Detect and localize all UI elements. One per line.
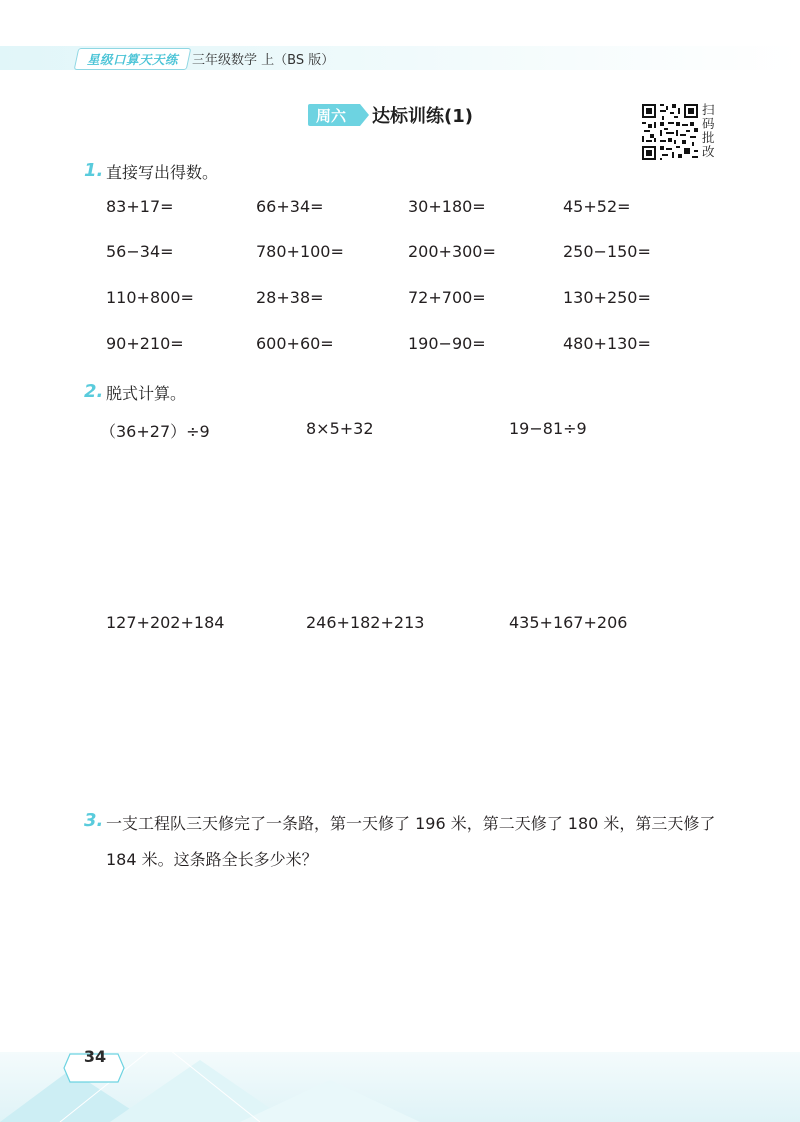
calc-item: 110+800= (106, 288, 194, 307)
section-2-title: 脱式计算。 (106, 384, 187, 403)
step-calc-item: （36+27）÷9 (100, 422, 210, 441)
page-number: 34 (83, 1046, 107, 1066)
step-calc-item: 19−81÷9 (509, 419, 587, 438)
brand-name: 星级口算天天练 (87, 52, 179, 67)
calc-item: 30+180= (408, 197, 486, 216)
section-2-number: 2. (84, 381, 104, 402)
calc-item: 45+52= (563, 197, 631, 216)
calc-item: 90+210= (106, 334, 184, 353)
calc-item: 28+38= (256, 288, 324, 307)
section-3-number: 3. (84, 810, 104, 831)
lesson-heading (308, 102, 473, 128)
calc-item: 66+34= (256, 197, 324, 216)
step-calc-item: 246+182+213 (306, 613, 425, 632)
section-1-number: 1. (84, 160, 104, 181)
calc-item: 250−150= (563, 242, 651, 261)
calc-item: 83+17= (106, 197, 174, 216)
step-calc-item: 8×5+32 (306, 419, 374, 438)
calc-item: 200+300= (408, 242, 496, 261)
calc-item: 56−34= (106, 242, 174, 261)
qr-label: 扫码批改 (702, 102, 715, 159)
calc-item: 600+60= (256, 334, 334, 353)
calc-item: 190−90= (408, 334, 486, 353)
step-calc-item: 435+167+206 (509, 613, 628, 632)
book-title: 三年级数学 上（BS 版） (192, 53, 335, 68)
brand-tag (74, 48, 192, 70)
calc-item: 480+130= (563, 334, 651, 353)
lesson-title: 达标训练(1) (372, 106, 473, 127)
word-problem-text: 一支工程队三天修完了一条路，第一天修了 196 米，第二天修了 180 米，第三天修了 184 米。这条路全长多少米？ (106, 814, 716, 869)
calc-item: 780+100= (256, 242, 344, 261)
day-tag: 周六 (308, 104, 360, 126)
step-calc-item: 127+202+184 (106, 613, 225, 632)
footer-decoration (0, 1030, 800, 1122)
calc-item: 130+250= (563, 288, 651, 307)
qr-code-icon[interactable] (642, 104, 698, 160)
section-1-title: 直接写出得数。 (106, 163, 219, 182)
calc-item: 72+700= (408, 288, 486, 307)
